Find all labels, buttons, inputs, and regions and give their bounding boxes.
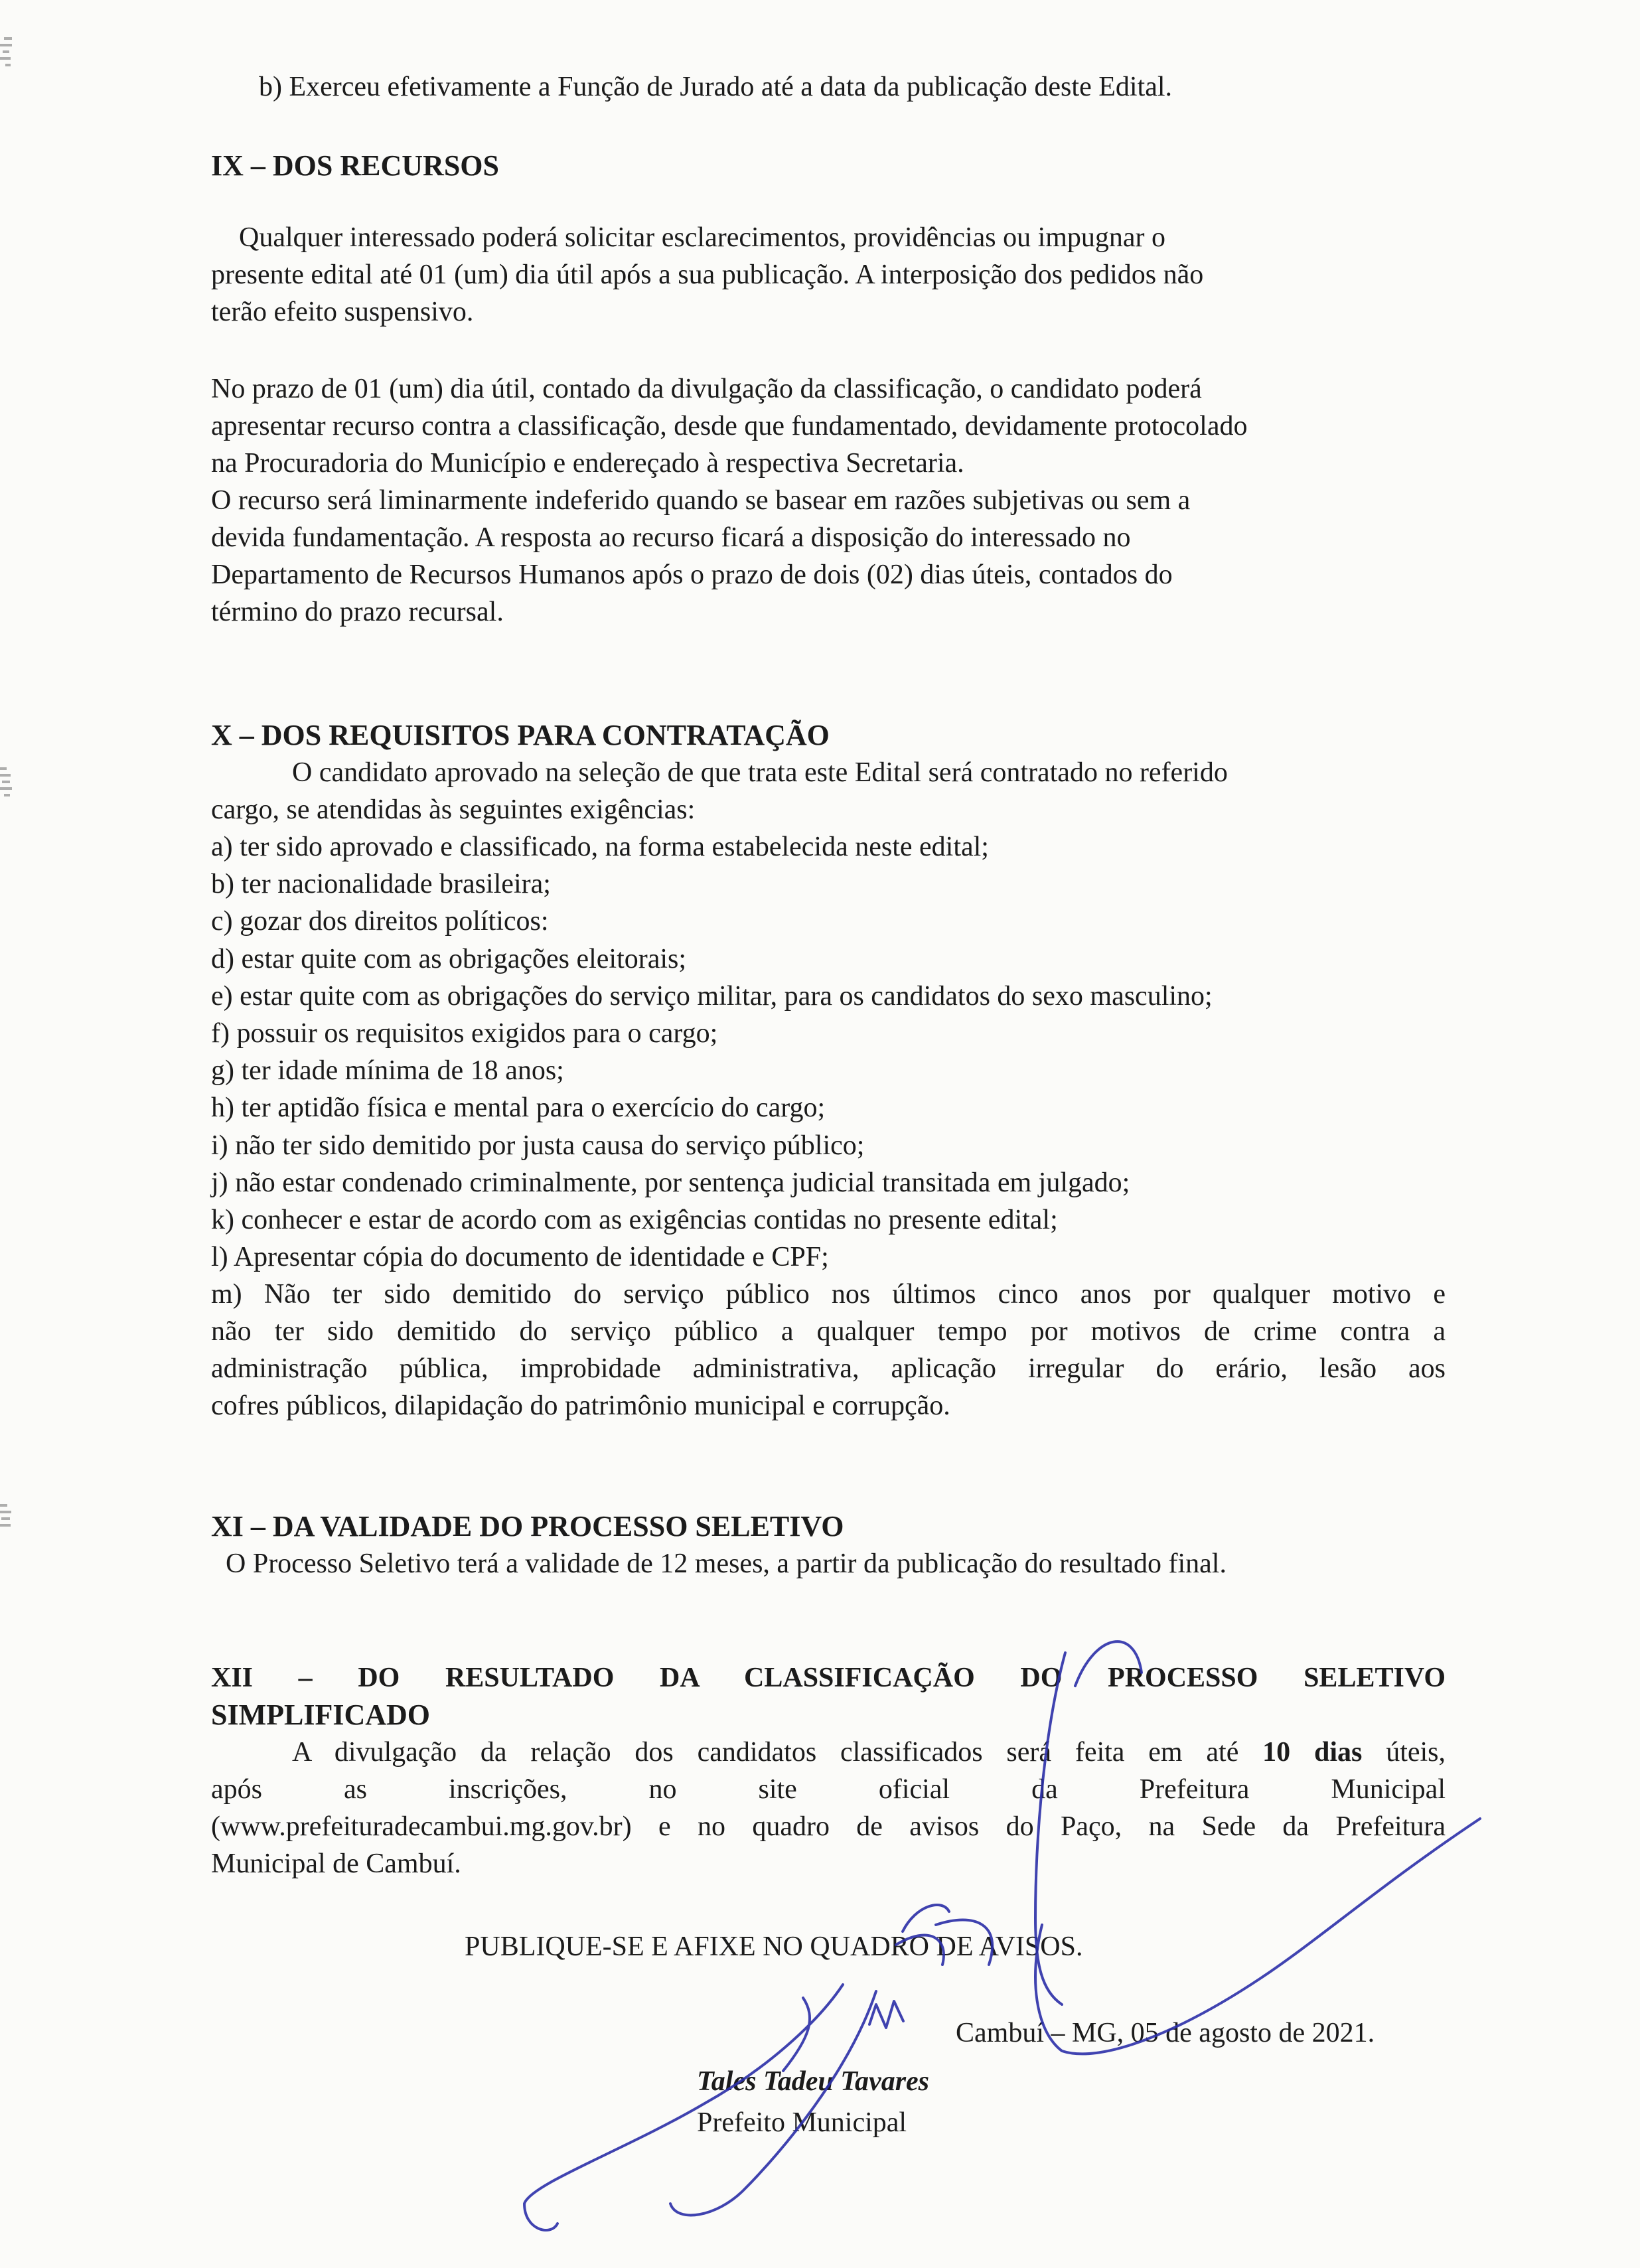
paragraph-line: na Procuradoria do Município e endereçado à respectiva Secretaria.: [211, 448, 964, 479]
paragraph-line: presente edital até 01 (um) dia útil após a sua publicação. A interposição dos pedidos não: [211, 260, 1204, 290]
text-span: úteis,: [1362, 1737, 1446, 1768]
section-10-intro: [211, 754, 1459, 828]
paragraph-line: terão efeito suspensivo.: [211, 297, 474, 327]
item-b-text: b) Exerceu efetivamente a Função de Jurado até a data da publicação deste Edital.: [259, 72, 1173, 102]
list-item: e) estar quite com as obrigações do serviço militar, para os candidatos do sexo masculino;: [211, 980, 1213, 1012]
scan-edge-marks-top: [0, 33, 40, 70]
item-m-line: cofres públicos, dilapidação do patrimônio municipal e corrupção.: [211, 1391, 950, 1421]
paragraph-line: apresentar recurso contra a classificação, desde que fundamentado, devidamente protocolado: [211, 411, 1248, 441]
section-12-line-3: (www.prefeituradecambui.mg.gov.br) e no quadro de avisos do Paço, na Sede da Prefeitura: [211, 1811, 1446, 1842]
paragraph-line: No prazo de 01 (um) dia útil, contado da divulgação da classificação, o candidato poderá: [211, 374, 1202, 404]
scan-edge-marks-mid: [0, 763, 40, 800]
paragraph-line: devida fundamentação. A resposta ao recurso ficará a disposição do interessado no: [211, 522, 1131, 553]
list-item: j) não estar condenado criminalmente, por sentença judicial transitada em julgado;: [211, 1167, 1130, 1198]
paragraph-line: término do prazo recursal.: [211, 597, 504, 627]
signer-name-text: Tales Tadeu Tavares: [697, 2066, 930, 2097]
item-m-line: não ter sido demitido do serviço público a qualquer tempo por motivos de crime contra a: [211, 1316, 1446, 1347]
section-9-title: IX – DOS RECURSOS: [211, 149, 499, 182]
paragraph-line: Qualquer interessado poderá solicitar esclarecimentos, providências ou impugnar o: [239, 222, 1166, 253]
list-item: b) ter nacionalidade brasileira;: [211, 869, 551, 900]
list-item: k) conhecer e estar de acordo com as exigências contidas no presente edital;: [211, 1205, 1058, 1236]
signer-name: [697, 2063, 929, 2100]
signer-role: Prefeito Municipal: [697, 2107, 907, 2138]
list-item: f) possuir os requisitos exigidos para o cargo;: [211, 1018, 718, 1049]
list-item: a) ter sido aprovado e classificado, na forma estabelecida neste edital;: [211, 832, 989, 862]
section-10-title: X – DOS REQUISITOS PARA CONTRATAÇÃO: [211, 719, 830, 751]
text-span: A divulgação da relação dos candidatos classificados será feita em até: [292, 1737, 1263, 1768]
list-item: c) gozar dos direitos políticos:: [211, 906, 549, 937]
section-11-title: XI – DA VALIDADE DO PROCESSO SELETIVO: [211, 1510, 844, 1543]
paragraph-line: cargo, se atendidas às seguintes exigências:: [211, 794, 696, 825]
list-item: d) estar quite com as obrigações eleitorais;: [211, 943, 687, 974]
list-item: i) não ter sido demitido por justa causa do serviço público;: [211, 1130, 865, 1161]
place-date: Cambuí – MG, 05 de agosto de 2021.: [956, 2018, 1375, 2048]
section-12-line-2: após as inscrições, no site oficial da Prefeitura Municipal: [211, 1774, 1446, 1805]
requirements-list: [211, 828, 1213, 1276]
section-12-title-line-1: XII – DO RESULTADO DA CLASSIFICAÇÃO DO PROCESSO SELETIVO: [211, 1663, 1446, 1693]
section-12-line-4: Municipal de Cambuí.: [211, 1849, 461, 1879]
list-item: h) ter aptidão física e mental para o exercício do cargo;: [211, 1093, 826, 1124]
list-item: g) ter idade mínima de 18 anos;: [211, 1055, 564, 1087]
bold-span: 10 dias: [1262, 1737, 1363, 1768]
list-item: l) Apresentar cópia do documento de identidade e CPF;: [211, 1242, 829, 1273]
section-12-title-line-2: SIMPLIFICADO: [211, 1699, 431, 1731]
section-12-line-1: [292, 1734, 1446, 1771]
paragraph-line: O recurso será liminarmente indeferido quando se basear em razões subjetivas ou sem a: [211, 485, 1191, 516]
item-m-line: m) Não ter sido demitido do serviço público nos últimos cinco anos por qualquer motivo e: [211, 1279, 1446, 1310]
publish-notice: PUBLIQUE-SE E AFIXE NO QUADRO DE AVISOS.: [465, 1931, 1083, 1962]
scan-edge-marks-low: [0, 1500, 40, 1531]
section-9-paragraph-2: [211, 370, 1459, 631]
paragraph-line: O candidato aprovado na seleção de que trata este Edital será contratado no referido: [292, 757, 1228, 788]
item-m-line: administração pública, improbidade administrativa, aplicação irregular do erário, lesão aos: [211, 1353, 1446, 1384]
paragraph-line: Departamento de Recursos Humanos após o prazo de dois (02) dias úteis, contados do: [211, 560, 1173, 590]
section-9-paragraph-1: [211, 219, 1487, 331]
section-11-text: O Processo Seletivo terá a validade de 12 meses, a partir da publicação do resultado final.: [226, 1549, 1227, 1579]
